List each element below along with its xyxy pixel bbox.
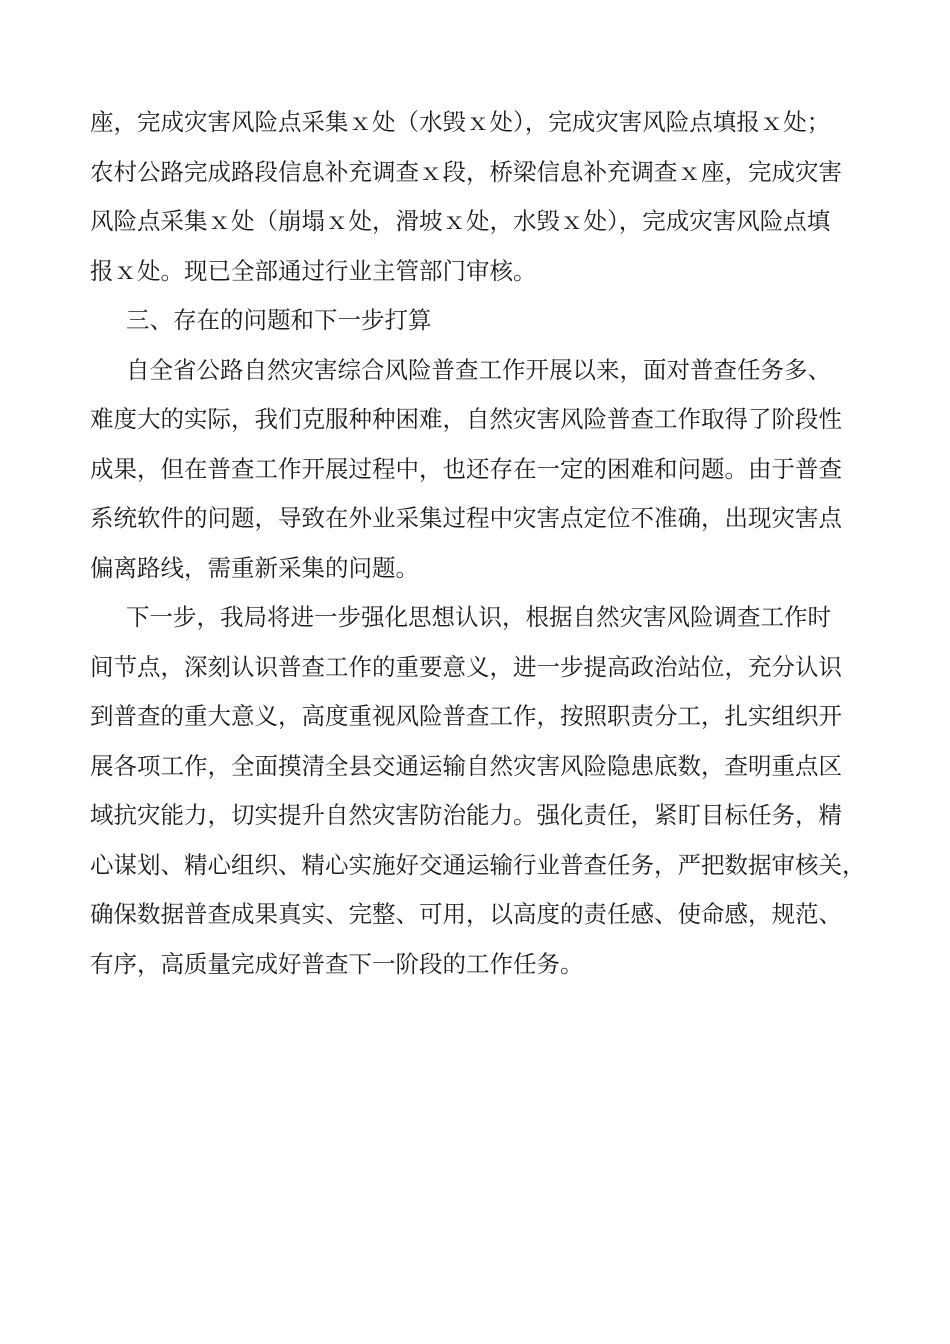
text-line-14: 展各项工作，全面摸清全县交通运输自然灾害风险隐患底数，查明重点区 <box>90 752 842 780</box>
text-line-16: 心谋划、精心组织、精心实施好交通运输行业普查任务，严把数据审核关， <box>90 851 866 879</box>
text-line-1: 座，完成灾害风险点采集ｘ处（水毁ｘ处），完成灾害风险点填报ｘ处； <box>90 108 831 136</box>
text-line-13: 到普查的重大意义，高度重视风险普查工作，按照职责分工，扎实组织开 <box>90 702 842 730</box>
text-line-15: 域抗灾能力，切实提升自然灾害防治能力。强化责任，紧盯目标任务，精 <box>90 801 842 829</box>
section-heading: 三、存在的问题和下一步打算 <box>126 306 432 334</box>
text-line-18: 有序，高质量完成好普查下一阶段的工作任务。 <box>90 950 584 978</box>
text-line-17: 确保数据普查成果真实、完整、可用，以高度的责任感、使命感，规范、 <box>90 900 842 928</box>
text-line-12: 间节点，深刻认识普查工作的重要意义，进一步提高政治站位，充分认识 <box>90 653 842 681</box>
text-line-11: 下一步，我局将进一步强化思想认识，根据自然灾害风险调查工作时 <box>126 603 831 631</box>
text-line-6: 自全省公路自然灾害综合风险普查工作开展以来，面对普查任务多、 <box>126 356 831 384</box>
text-line-2: 农村公路完成路段信息补充调查ｘ段，桥梁信息补充调查ｘ座，完成灾害 <box>90 158 842 186</box>
text-line-3: 风险点采集ｘ处（崩塌ｘ处，滑坡ｘ处，水毁ｘ处），完成灾害风险点填 <box>90 207 831 235</box>
text-line-9: 系统软件的问题，导致在外业采集过程中灾害点定位不准确，出现灾害点 <box>90 504 842 532</box>
text-line-10: 偏离路线，需重新采集的问题。 <box>90 554 419 582</box>
text-line-8: 成果，但在普查工作开展过程中，也还存在一定的困难和问题。由于普查 <box>90 455 842 483</box>
text-line-7: 难度大的实际，我们克服种种困难，自然灾害风险普查工作取得了阶段性 <box>90 405 842 433</box>
text-line-4: 报ｘ处。现已全部通过行业主管部门审核。 <box>90 257 537 285</box>
